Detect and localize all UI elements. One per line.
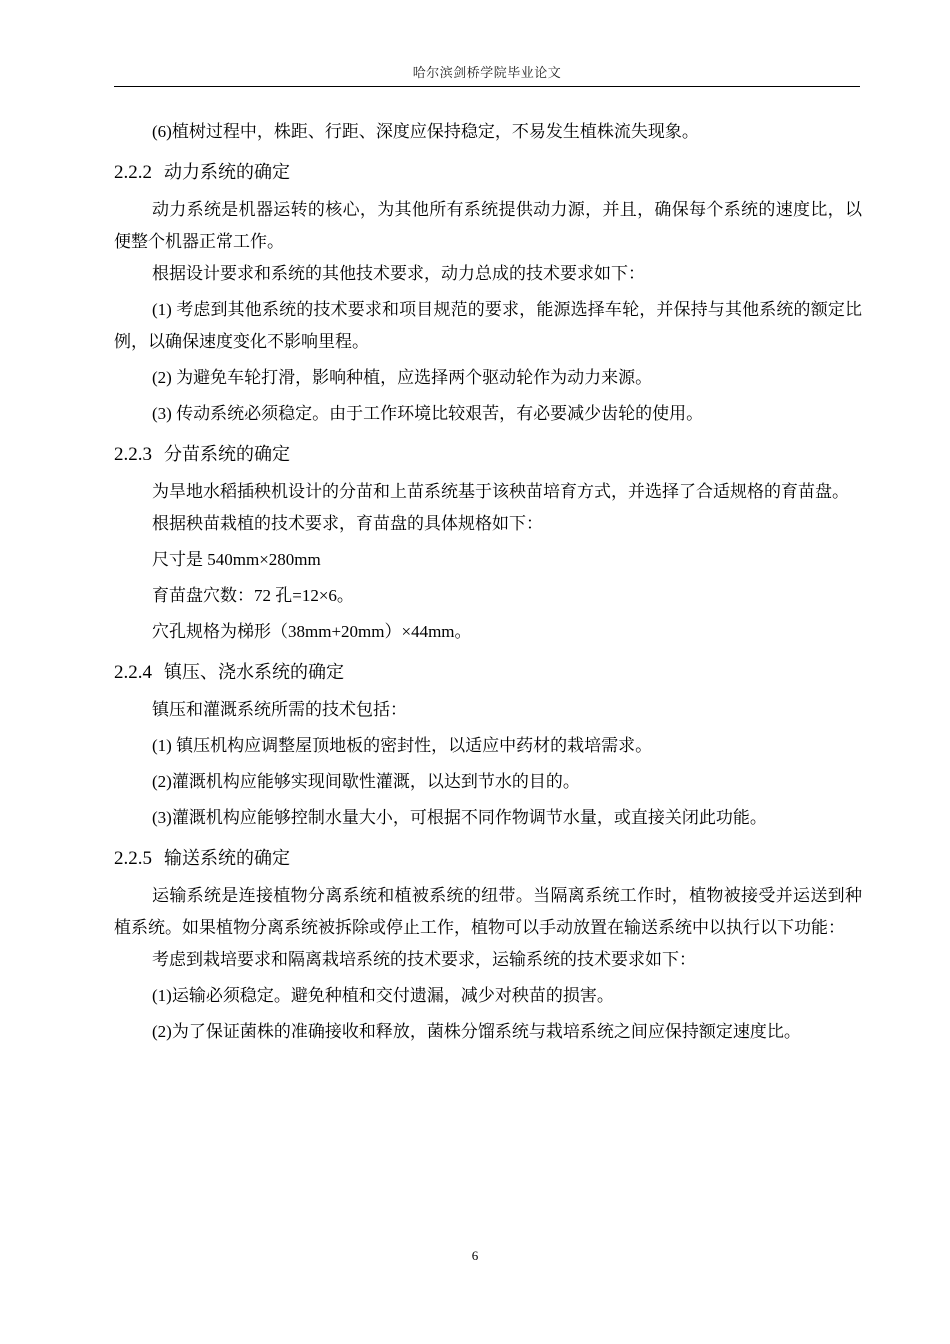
- list-item: (1)运输必须稳定。避免种植和交付遗漏，减少对秧苗的损害。: [152, 986, 614, 1005]
- section-title: 镇压、浇水系统的确定: [164, 662, 344, 683]
- section-number: 2.2.4: [114, 662, 152, 683]
- paragraph-intro: (6)植树过程中，株距、行距、深度应保持稳定，不易发生植株流失现象。: [152, 122, 699, 141]
- list-item: (2)灌溉机构应能够实现间歇性灌溉，以达到节水的目的。: [152, 772, 580, 791]
- page-number: 6: [471, 1248, 479, 1263]
- paragraph: 运输系统是连接植物分离系统和植被系统的纽带。当隔离系统工作时，植物被接受并运送到种植系统。如果植物分离系统被拆除或停止工作，植物可以手动放置在输送系统中以执行以下功能：: [114, 886, 862, 937]
- list-item: (1) 镇压机构应调整屋顶地板的密封性，以适应中药材的栽培需求。: [152, 736, 653, 755]
- section-heading-2-2-5: [114, 844, 862, 874]
- list-item: 穴孔规格为梯形（38mm+20mm）×44mm。: [152, 622, 472, 641]
- section-number: 2.2.5: [114, 848, 152, 869]
- list-item: 育苗盘穴数：72 孔=12×6。: [152, 586, 354, 605]
- list-item: (2)为了保证菌株的准确接收和释放，菌株分馏系统与栽培系统之间应保持额定速度比。: [152, 1022, 801, 1041]
- list-item: (3)灌溉机构应能够控制水量大小，可根据不同作物调节水量，或直接关闭此功能。: [152, 808, 767, 827]
- header-rule: [114, 86, 860, 87]
- section-title: 输送系统的确定: [164, 848, 290, 869]
- paragraph: 根据设计要求和系统的其他技术要求，动力总成的技术要求如下：: [152, 264, 645, 283]
- section-number: 2.2.2: [114, 162, 152, 183]
- body-content: [114, 116, 862, 1048]
- section-heading-2-2-3: [114, 440, 862, 470]
- paragraph: 动力系统是机器运转的核心，为其他所有系统提供动力源，并且，确保每个系统的速度比，以便整个机器正常工作。: [114, 200, 862, 251]
- section-title: 动力系统的确定: [164, 162, 290, 183]
- paragraph: 为旱地水稻插秧机设计的分苗和上苗系统基于该秧苗培育方式，并选择了合适规格的育苗盘。: [152, 482, 849, 501]
- section-heading-2-2-2: [114, 158, 862, 188]
- page-header: 哈尔滨剑桥学院毕业论文: [412, 65, 562, 80]
- section-title: 分苗系统的确定: [164, 444, 290, 465]
- section-number: 2.2.3: [114, 444, 152, 465]
- list-item: (3) 传动系统必须稳定。由于工作环境比较艰苦，有必要减少齿轮的使用。: [152, 404, 704, 423]
- list-item: (2) 为避免车轮打滑，影响种植，应选择两个驱动轮作为动力来源。: [152, 368, 653, 387]
- paragraph: 考虑到栽培要求和隔离栽培系统的技术要求，运输系统的技术要求如下：: [152, 950, 696, 969]
- paragraph: 根据秧苗栽植的技术要求，育苗盘的具体规格如下：: [152, 514, 543, 533]
- list-item: 尺寸是 540mm×280mm: [152, 550, 321, 569]
- list-item: (1) 考虑到其他系统的技术要求和项目规范的要求，能源选择车轮，并保持与其他系统的额定比例，以确保速度变化不影响里程。: [114, 300, 862, 351]
- section-heading-2-2-4: [114, 658, 862, 688]
- paragraph: 镇压和灌溉系统所需的技术包括：: [152, 700, 407, 719]
